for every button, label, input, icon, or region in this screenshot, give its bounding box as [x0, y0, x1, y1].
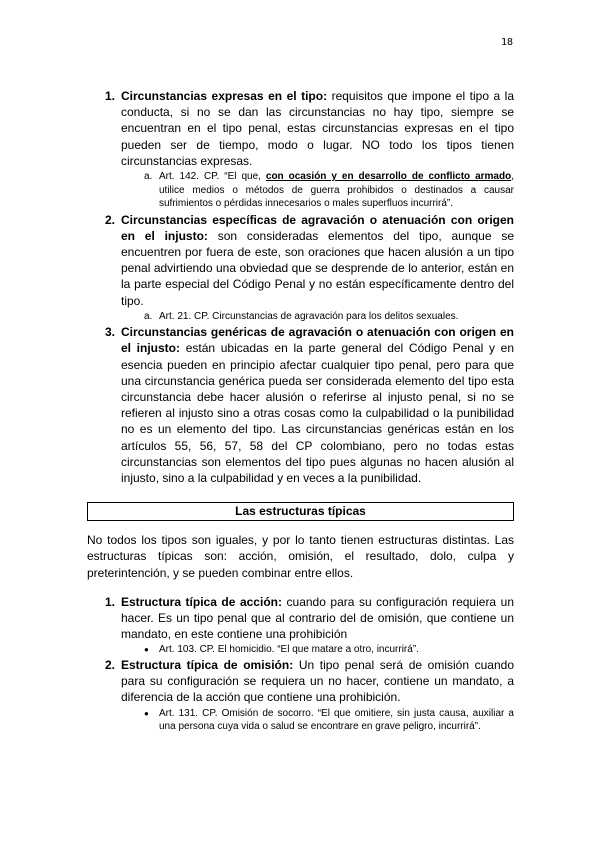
list-item-estructura-omision — [87, 657, 514, 706]
list-number: 2. — [105, 212, 116, 227]
page-number: 18 — [500, 37, 513, 48]
sub-text-pre: Art. 142. CP. “El que, — [159, 171, 266, 183]
sub-item-art-142 — [87, 170, 514, 211]
list-number: 1. — [105, 89, 116, 103]
item-title: Circunstancias genéricas de agravación o atenuación con origen en el injusto: — [121, 325, 514, 356]
list-item-circunstancias-especificas — [87, 212, 514, 309]
sub-item-art-21 — [87, 310, 514, 324]
sub-text-emphasis: con ocasión y en desarrollo de conflicto armado — [265, 171, 512, 183]
sub-text: Art. 21. CP. Circunstancias de agravación para los delitos sexuales. — [159, 310, 459, 322]
item-text: cuando para su configuración requiera un hacer. Es un tipo penal que al contrario del de omisión, que contiene un mandato, en este contiene una prohibición — [121, 594, 514, 642]
bullet-dot-icon: ● — [144, 645, 149, 655]
item-title: Estructura típica de acción: — [121, 594, 282, 609]
sub-text-post: , utilice medios o métodos de guerra prohibidos o destinados a causar sufrimientos o pérdidas innecesarios o males superfluos incurrirá”. — [159, 171, 514, 210]
bullet-art-103 — [87, 643, 514, 657]
list-item-estructura-accion — [87, 594, 514, 643]
item-text: requisitos que impone el tipo a la conducta, si no se dan las circunstancias no hay tipo, siempre se encuentran en el tipo penal, estas circunstancias expresas en el tipo pueden ser de tiempo, modo o lugar. NO todo los tipos tienen circunstancias expresas. — [121, 89, 514, 168]
list-item-circunstancias-genericas — [87, 324, 514, 486]
list-number: 3. — [105, 325, 116, 340]
sub-letter: a. — [144, 310, 153, 322]
item-title: Circunstancias específicas de agravación o atenuación con origen en el injusto: — [121, 212, 514, 243]
intro-paragraph: No todos los tipos son iguales, y por lo tanto tienen estructuras distintas. Las estructuras típicas son: acción, omisión, el resultado, dolo, culpa y preterintención, y se pueden combinar entre ellos. — [87, 533, 514, 580]
bullet-text: Art. 103. CP. El homicidio. “El que matare a otro, incurrirá”. — [159, 644, 419, 656]
list-number: 1. — [105, 594, 116, 609]
item-text: Un tipo penal será de omisión cuando para su configuración se requiera un no hacer, contiene un mandato, a diferencia de la acción que contiene una prohibición. — [121, 657, 514, 705]
item-title: Estructura típica de omisión: — [121, 657, 294, 672]
item-text: son consideradas elementos del tipo, aunque se encuentren por fuera de este, son oraciones que hacen alusión a un tipo penal advirtiendo una obviedad que se desprende de lo anterior, están en la parte especial del Código Penal y no están específicamente dentro del tipo. — [121, 228, 514, 308]
section-heading: Las estructuras típicas — [87, 502, 514, 521]
list-number: 2. — [105, 657, 116, 672]
sub-letter: a. — [144, 171, 153, 183]
item-title: Circunstancias expresas en el tipo: — [121, 89, 328, 103]
list-item-circunstancias-expresas — [87, 88, 514, 169]
bullet-art-131 — [87, 707, 514, 734]
bullet-dot-icon: ● — [144, 708, 149, 718]
bullet-text: Art. 131. CP. Omisión de socorro. “El que omitiere, sin justa causa, auxiliar a una persona cuya vida o salud se encontrare en grave peligro, incurrirá”. — [159, 707, 514, 733]
document-body — [87, 88, 514, 734]
item-text: están ubicadas en la parte general del Código Penal y en esencia pueden en principio afectar cualquier tipo penal, pero para que una circunstancia genérica pueda ser considerada elemento del tipo esta circunstancia debe hacer alusión o referirse al injusto penal, si no se refieren al injusto sino a otras cosas como la culpabilidad o la punibilidad no es un elemento del tipo. Las circunstancias genéricas están en los artículos 55, 56, 57, 58 del CP colombiano, pero no todas estas circunstancias son elementos del tipo pues algunas no hacen alusión al injusto, sino a la culpabilidad y en veces a la punibilidad. — [121, 341, 514, 486]
